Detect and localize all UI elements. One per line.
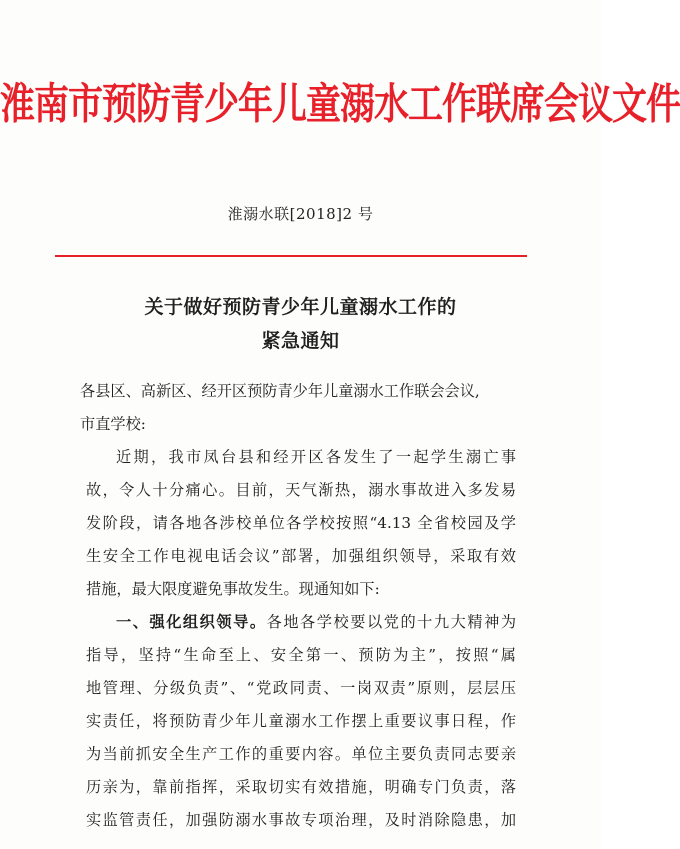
section-heading: 一、强化组织领导。 xyxy=(116,613,267,631)
addressee-line: 市直学校: xyxy=(80,415,146,433)
notice-title-line-1: 关于做好预防青少年儿童溺水工作的 xyxy=(144,296,457,318)
paragraph-line: 生安全工作电视电话会议”部署，加强组织领导，采取有效 xyxy=(86,547,516,565)
paragraph-line: 近期，我市凤台县和经开区各发生了一起学生溺亡事 xyxy=(116,448,516,466)
issuer-title: 淮南市预防青少年儿童溺水工作联席会议文件 xyxy=(0,79,680,130)
notice-title-line-2: 紧急通知 xyxy=(261,330,340,352)
paragraph-line: 实监管责任，加强防溺水事故专项治理，及时消除隐患，加 xyxy=(86,811,516,829)
notice-body xyxy=(80,375,517,837)
addressee-line: 各县区、高新区、经开区预防青少年儿童溺水工作联会会议, xyxy=(80,382,480,400)
section-heading-rest: 各地各学校要以党的十九大精神为 xyxy=(266,613,517,631)
section-heading-line xyxy=(86,606,516,639)
paragraph-line: 措施，最大限度避免事故发生。现通知如下: xyxy=(86,580,380,598)
paragraph-line: 故，令人十分痛心。目前，天气渐热，溺水事故进入多发易 xyxy=(86,481,516,499)
paragraph-line: 发阶段，请各地各涉校单位各学校按照“4.13 全省校园及学 xyxy=(86,514,516,532)
paragraph-line: 为当前抓安全生产工作的重要内容。单位主要负责同志要亲 xyxy=(86,745,516,763)
document-number: 淮溺水联[2018]2 号 xyxy=(227,205,374,223)
red-divider xyxy=(55,255,527,257)
paragraph-line: 历亲为，靠前指挥，采取切实有效措施，明确专门负责，落 xyxy=(86,778,516,796)
paragraph-line: 地管理、分级负责”、“党政同责、一岗双责”原则，层层压 xyxy=(86,679,516,697)
paragraph-line: 实责任，将预防青少年儿童溺水工作摆上重要议事日程，作 xyxy=(86,712,516,730)
paragraph-line: 指导，坚持“生命至上、安全第一、预防为主”，按照“属 xyxy=(86,646,516,664)
